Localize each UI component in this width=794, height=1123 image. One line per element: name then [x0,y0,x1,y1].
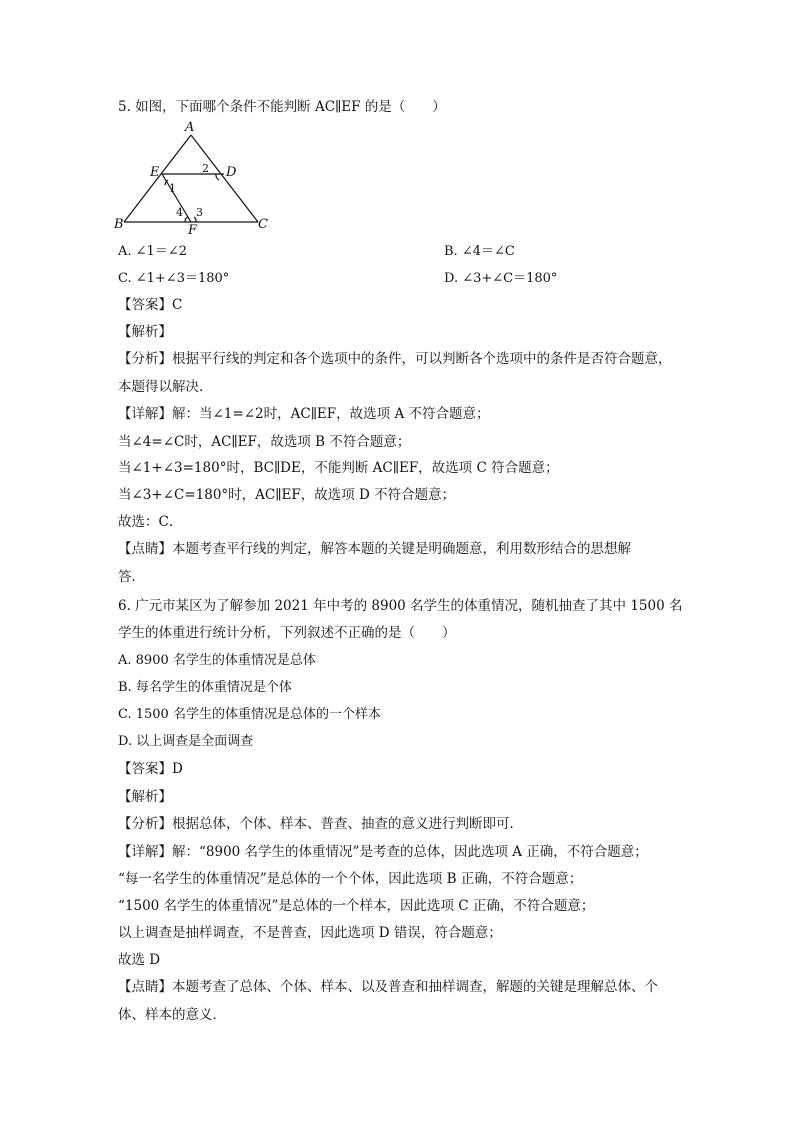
q5-stem: 5. 如图，下面哪个条件不能判断 AC∥EF 的是（ ） [118,99,446,115]
q5-dianjing-line-2: 答． [118,569,145,585]
label-angle-3: 3 [196,206,203,219]
q6-xiangjie-line-4: 以上调查是抽样调查，不是普查，因此选项 D 错误，符合题意； [118,925,502,941]
q6-option-d: D. 以上调查是全面调查 [118,734,254,749]
q5-fenxi-line-2: 本题得以解决． [118,379,213,395]
q5-option-b: B. ∠4＝∠C [444,244,515,259]
q6-stem-line-2: 学生的体重进行统计分析，下列叙述不正确的是（ ） [118,625,456,641]
q6-analysis-label: 【解析】 [118,789,172,805]
q5-xiangjie-line-2: 当∠4=∠C时，AC∥EF，故选项 B 不符合题意； [118,434,411,450]
q5-xiangjie-line-4: 当∠3+∠C=180°时，AC∥EF，故选项 D 不符合题意； [118,487,456,503]
label-angle-4: 4 [176,206,183,219]
q6-dianjing-line-1: 【点睛】本题考查了总体、个体、样本、以及普查和抽样调查，解题的关键是理解总体、个 [118,979,658,995]
q5-option-a: A. ∠1＝∠2 [118,244,187,259]
label-f: F [188,223,198,234]
label-a: A [185,120,195,135]
q6-xiangjie-line-2: “每一名学生的体重情况”是总体的一个个体，因此选项 B 正确，不符合题意； [118,871,583,887]
label-b: B [114,217,124,232]
q6-xiangjie-line-1: 【详解】解：“8900 名学生的体重情况”是考查的总体，因此选项 A 正确，不符合题意； [118,844,648,860]
q6-option-b: B. 每名学生的体重情况是个体 [118,680,292,695]
label-angle-1: 1 [169,182,176,195]
q5-fenxi-line-1: 【分析】根据平行线的判定和各个选项中的条件，可以判断各个选项中的条件是否符合题意， [118,351,672,367]
q6-option-c: C. 1500 名学生的体重情况是总体的一个样本 [118,707,381,722]
label-e: E [150,165,160,180]
q5-answer: 【答案】C [118,297,183,313]
q6-xiangjie-line-3: “1500 名学生的体重情况”是总体的一个样本，因此选项 C 正确，不符合题意； [118,898,595,914]
q6-fenxi: 【分析】根据总体，个体、样本、普查、抽查的意义进行判断即可． [118,816,523,832]
q6-option-a: A. 8900 名学生的体重情况是总体 [118,653,316,668]
label-c: C [258,217,268,232]
q5-xiangjie-line-1: 【详解】解：当∠1=∠2时，AC∥EF，故选项 A 不符合题意； [118,406,490,422]
q5-xiangjie-line-3: 当∠1+∠3=180°时，BC∥DE，不能判断 AC∥EF，故选项 C 符合题意； [118,460,559,476]
q5-option-d: D. ∠3+∠C＝180° [444,271,558,286]
label-d: D [226,165,237,180]
arc-angle-2 [216,174,219,180]
label-angle-2: 2 [202,162,209,175]
q5-dianjing-line-1: 【点睛】本题考查平行线的判定，解答本题的关键是明确题意，利用数形结合的思想解 [118,541,631,557]
q6-answer: 【答案】D [118,761,183,777]
triangle-figure [112,116,282,234]
q5-analysis-label: 【解析】 [118,324,172,340]
q6-dianjing-line-2: 体、样本的意义． [118,1007,226,1023]
arc-angle-4 [185,217,188,222]
q5-xiangjie-line-5: 故选：C． [118,514,183,530]
q6-stem-line-1: 6. 广元市某区为了解参加 2021 年中考的 8900 名学生的体重情况，随机抽查了其中 1500 名 [118,598,683,614]
q5-option-c: C. ∠1+∠3＝180° [118,271,230,286]
q6-xiangjie-line-5: 故选 D [118,952,161,968]
